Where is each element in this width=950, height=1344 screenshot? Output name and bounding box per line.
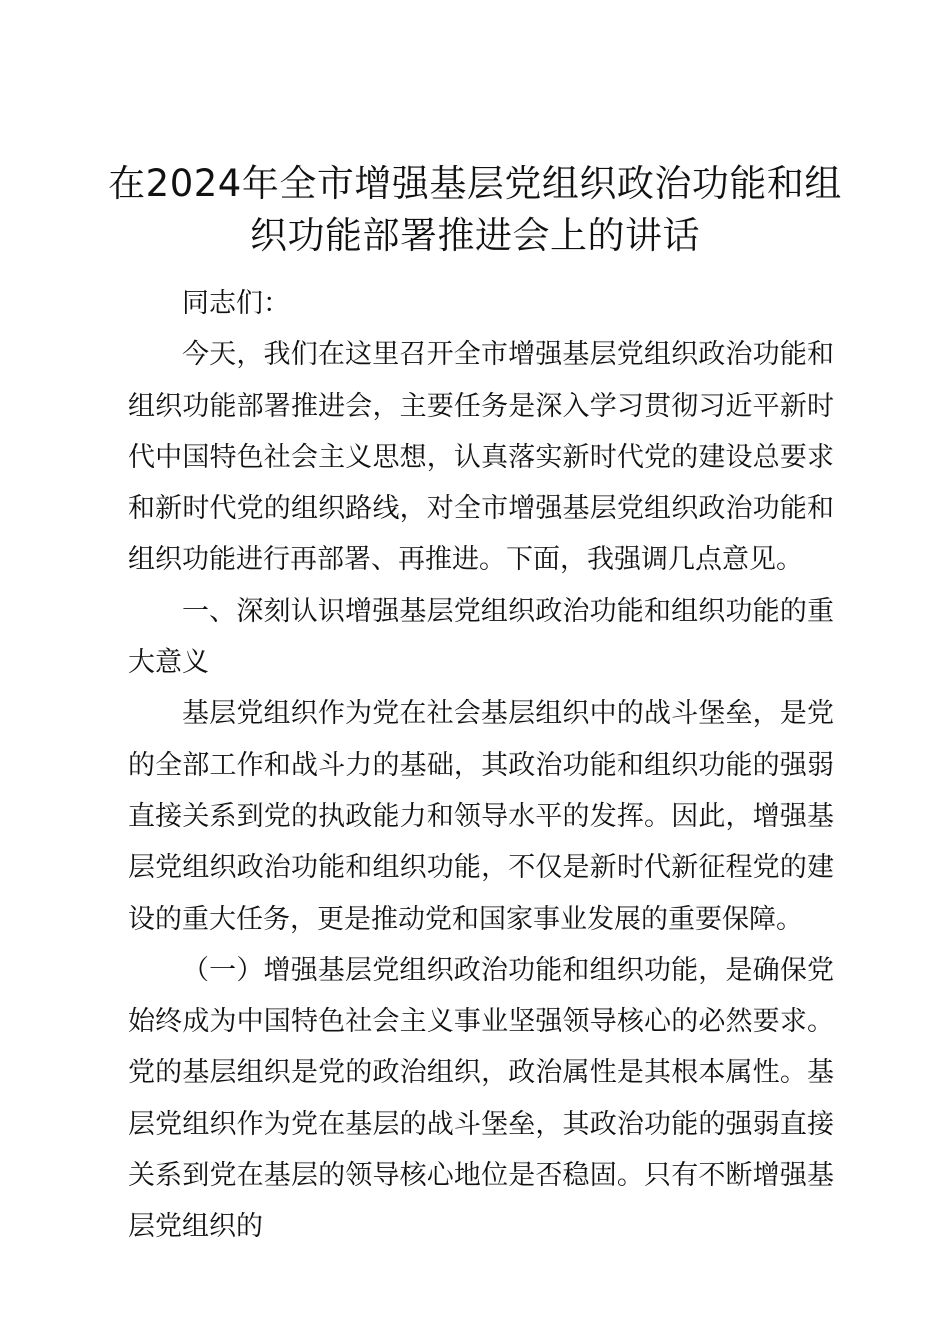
document-body xyxy=(128,278,834,1253)
salutation: 同志们： xyxy=(182,288,290,319)
section-heading-1: 一、深刻认识增强基层党组织政治功能和组织功能的重大意义 xyxy=(128,595,834,679)
paragraph-subsection-1: （一）增强基层党组织政治功能和组织功能，是确保党始终成为中国特色社会主义事业坚强领导核心的必然要求。党的基层组织是党的政治组织，政治属性是其根本属性。基层党组织作为党在基层的战斗堡垒，其政治功能的强弱直接关系到党在基层的领导核心地位是否稳固。只有不断增强基层党组织的 xyxy=(128,954,834,1243)
document-title: 在2024年全市增强基层党组织政治功能和组织功能部署推进会上的讲话 xyxy=(108,162,842,257)
paragraph-section-1: 基层党组织作为党在社会基层组织中的战斗堡垒，是党的全部工作和战斗力的基础，其政治功能和组织功能的强弱直接关系到党的执政能力和领导水平的发挥。因此，增强基层党组织政治功能和组织功能，不仅是新时代新征程党的建设的重大任务，更是推动党和国家事业发展的重要保障。 xyxy=(128,698,834,935)
paragraph-intro: 今天，我们在这里召开全市增强基层党组织政治功能和组织功能部署推进会，主要任务是深入学习贯彻习近平新时代中国特色社会主义思想，认真落实新时代党的建设总要求和新时代党的组织路线，对全市增强基层党组织政治功能和组织功能进行再部署、再推进。下面，我强调几点意见。 xyxy=(128,339,834,576)
